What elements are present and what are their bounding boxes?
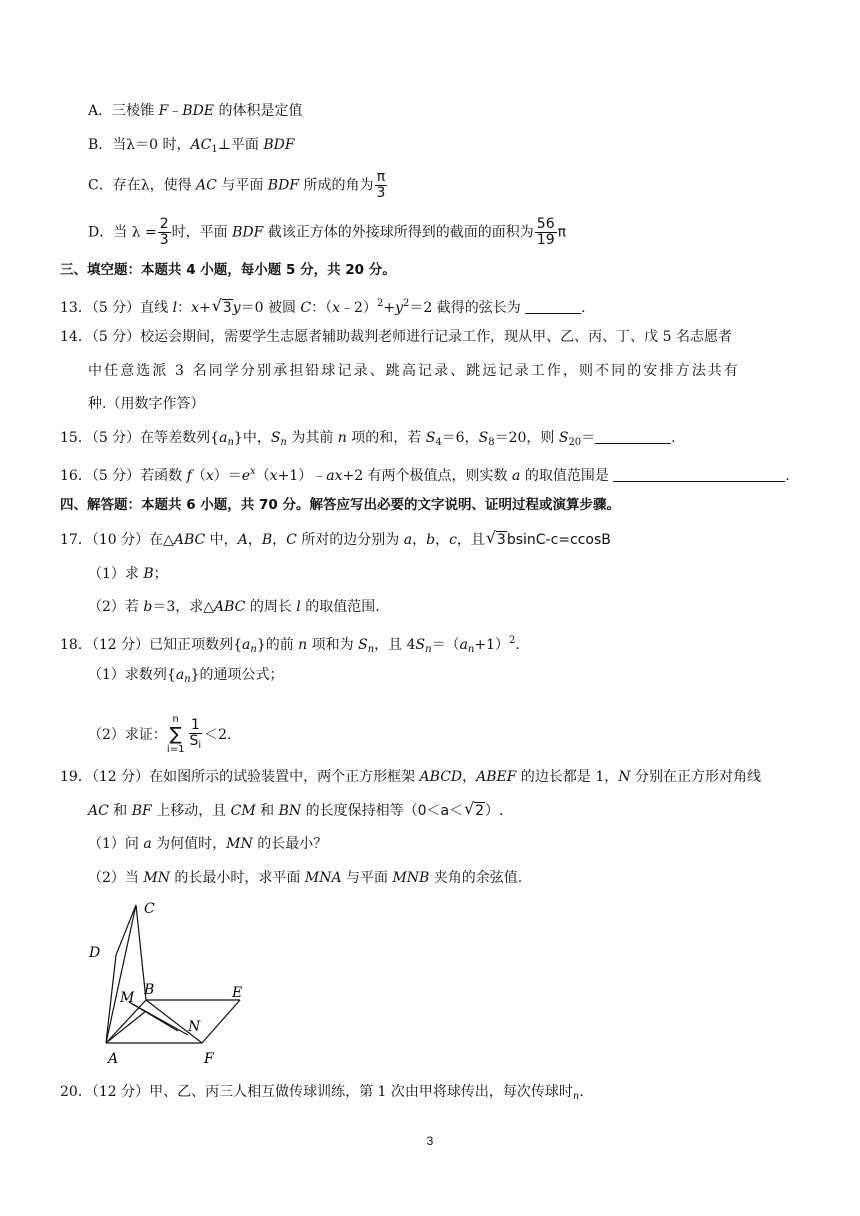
- question-19-part-1: （1）问 a 为何值时，MN 的长最小？: [88, 836, 328, 852]
- label-n: N: [188, 1019, 201, 1035]
- question-18-part-2: （2）求证： n ∑ i=1 $\frac{1}{S_i}$ ＜2.: [88, 714, 232, 755]
- section-heading-fill-in: 三、填空题：本题共 4 小题，每小题 5 分，共 20 分。: [60, 262, 396, 278]
- page-number: 3: [426, 1134, 434, 1148]
- question-18-part-1: （1）求数列$\{a_n\}$的通项公式；: [88, 667, 284, 685]
- question-17-part-2: （2）若 b＝3，求△ABC 的周长 l 的取值范围.: [88, 599, 380, 615]
- sqrt-3: √ 3: [212, 298, 233, 318]
- label-e: E: [232, 985, 243, 1001]
- label-f: F: [204, 1051, 214, 1067]
- question-14-line-2: 中任意选派 3 名同学分别承担铅球记录、跳高记录、跳远记录工作，则不同的安排方法共有: [88, 363, 741, 379]
- label-b: B: [144, 982, 155, 998]
- question-19-part-2: （2）当 MN 的长最小时，求平面 MNA 与平面 MNB 夹角的余弦值.: [88, 870, 523, 886]
- question-16: 16．（5 分）若函数 $f(x)=e^x(x+1)﹣ax+2$ 有两个极值点，则实数 a 的取值范围是 .: [60, 466, 790, 484]
- fraction-56-over-19: $\frac{56}{19}$: [536, 216, 555, 248]
- question-17: 17．（10 分）在△ABC 中，A，B，C 所对的边分别为 a，b，c，且√ 3bsinC-c=ccosB: [60, 530, 611, 550]
- answer-blank[interactable]: [525, 299, 581, 314]
- label-a: A: [108, 1051, 119, 1067]
- label-d: D: [89, 945, 101, 961]
- label-m: M: [120, 990, 135, 1006]
- fraction-1-over-si: $\frac{1}{S_i}$: [189, 716, 202, 751]
- answer-blank[interactable]: [613, 467, 785, 482]
- geometry-figure: [80, 895, 260, 1070]
- question-18: 18．（12 分）已知正项数列$\{a_n\}$的前 n 项和为 $S_n$，且 $4S_n=(a_n+1)^2$.: [60, 635, 520, 655]
- question-19-line-2: AC 和 BF 上移动，且 CM 和 BN 的长度保持相等（0＜a＜√ 2）.: [88, 801, 503, 821]
- option-b: B．当λ＝0 时，$AC_1\perp$平面 BDF: [88, 137, 295, 155]
- question-14-line-1: 14．（5 分）校运会期间，需要学生志愿者辅助裁判老师进行记录工作，现从甲、乙、丙、丁、戊 5 名志愿者: [60, 329, 732, 345]
- label-c: C: [144, 901, 155, 917]
- sqrt-2: √ 2: [464, 801, 485, 821]
- option-a: A．三棱锥 F﹣BDE 的体积是定值: [88, 103, 303, 119]
- question-14-line-3: 种.（用数字作答）: [88, 396, 205, 412]
- question-17-part-1: （1）求 B；: [88, 566, 168, 582]
- question-15: 15．（5 分）在等差数列$\{a_n\}$中，$S_n$ 为其前 n 项的和，若 $S_4=6$，$S_8=20$，则 $S_{20}=$ .: [60, 430, 676, 448]
- sqrt-3: √ 3: [486, 530, 507, 550]
- option-d: D．当 λ = $\frac{2}{3}$ 时，平面 BDF 截该正方体的外接球所得到的截面的面积为 $\frac{56}{19}$ π: [88, 216, 567, 248]
- answer-blank[interactable]: [595, 429, 671, 444]
- question-20: 20．（12 分）甲、乙、丙三人相互做传球训练，第 1 次由甲将球传出，每次传球时$_n$.: [60, 1084, 584, 1102]
- fraction-pi-over-3: $\frac{\pi}{3}$: [376, 169, 386, 201]
- question-13: 13．（5 分）直线 l：x+√ 3y＝0 被圆 C：$(x﹣2)^2+y^2=2$ 截得的弦长为 .: [60, 294, 586, 318]
- section-heading-solutions: 四、解答题：本题共 6 小题，共 70 分。解答应写出必要的文字说明、证明过程或演算步骤。: [60, 497, 620, 513]
- fraction-2-over-3: $\frac{2}{3}$: [159, 216, 169, 248]
- question-19-line-1: 19．（12 分）在如图所示的试验装置中，两个正方形框架 ABCD，ABEF 的边长都是 1，N 分别在正方形对角线: [60, 769, 761, 785]
- summation: n ∑ i=1: [166, 714, 185, 755]
- option-c: C．存在λ，使得 AC 与平面 BDF 所成的角为 $\frac{\pi}{3}$: [88, 169, 386, 201]
